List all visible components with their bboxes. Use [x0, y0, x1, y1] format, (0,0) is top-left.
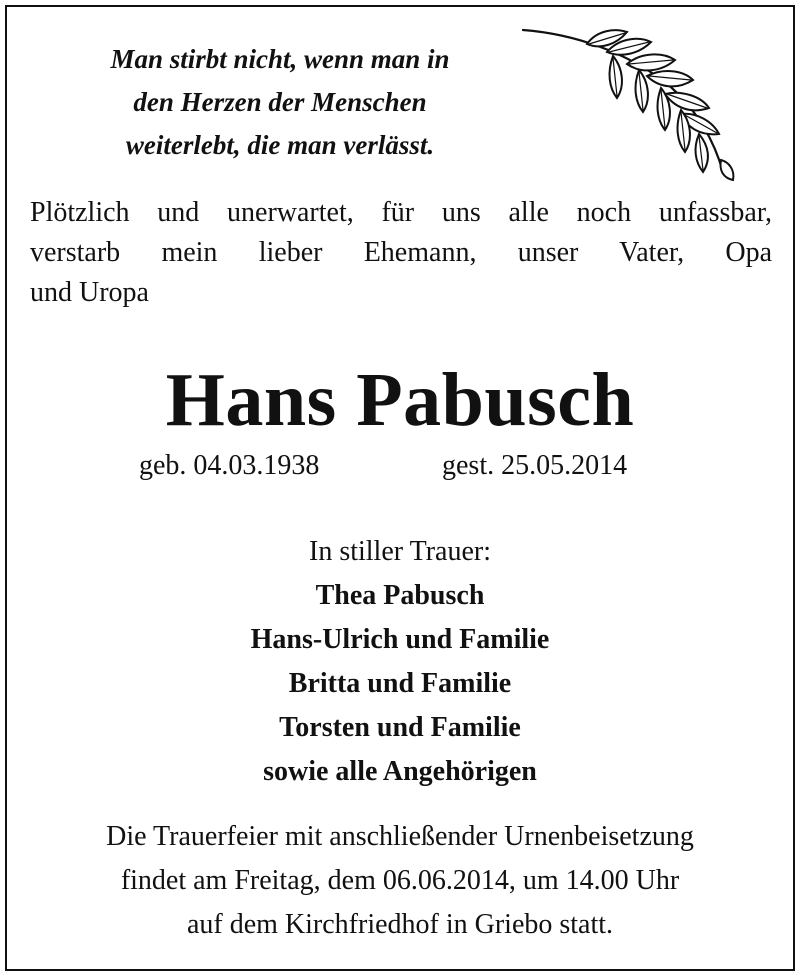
mourner-name: sowie alle Angehörigen — [263, 756, 537, 787]
mourners-block — [0, 530, 800, 794]
mourner-name: Hans-Ulrich und Familie — [250, 624, 550, 655]
service-line: findet am Freitag, dem 06.06.2014, um 14.00 Uhr — [120, 865, 680, 896]
quote-line: Man stirbt nicht, wenn man in — [110, 44, 450, 74]
deceased-name: Hans Pabusch — [165, 358, 635, 442]
mourner-name: Britta und Familie — [288, 668, 512, 699]
mourner-name: Torsten und Familie — [279, 712, 521, 743]
quote-line: weiterlebt, die man verlässt. — [125, 130, 435, 160]
announcement-text — [30, 193, 772, 313]
service-line: Die Trauerfeier mit anschließender Urnenbeisetzung — [106, 821, 694, 852]
service-line: auf dem Kirchfriedhof in Griebo statt. — [186, 909, 614, 940]
announcement-line: verstarb mein lieber Ehemann, unser Vater, Opa — [30, 237, 772, 268]
funeral-service-info — [0, 815, 800, 947]
memorial-quote — [30, 38, 530, 167]
death-date: gest. 25.05.2014 — [442, 450, 628, 481]
mourning-heading: In stiller Trauer: — [309, 536, 491, 567]
quote-line: den Herzen der Menschen — [133, 87, 427, 117]
birth-date: geb. 04.03.1938 — [139, 450, 320, 481]
announcement-line: und Uropa — [30, 277, 149, 308]
olive-branch-icon — [515, 22, 740, 182]
mourner-name: Thea Pabusch — [315, 580, 485, 611]
announcement-line: Plötzlich und unerwartet, für uns alle noch unfassbar, — [30, 197, 772, 228]
